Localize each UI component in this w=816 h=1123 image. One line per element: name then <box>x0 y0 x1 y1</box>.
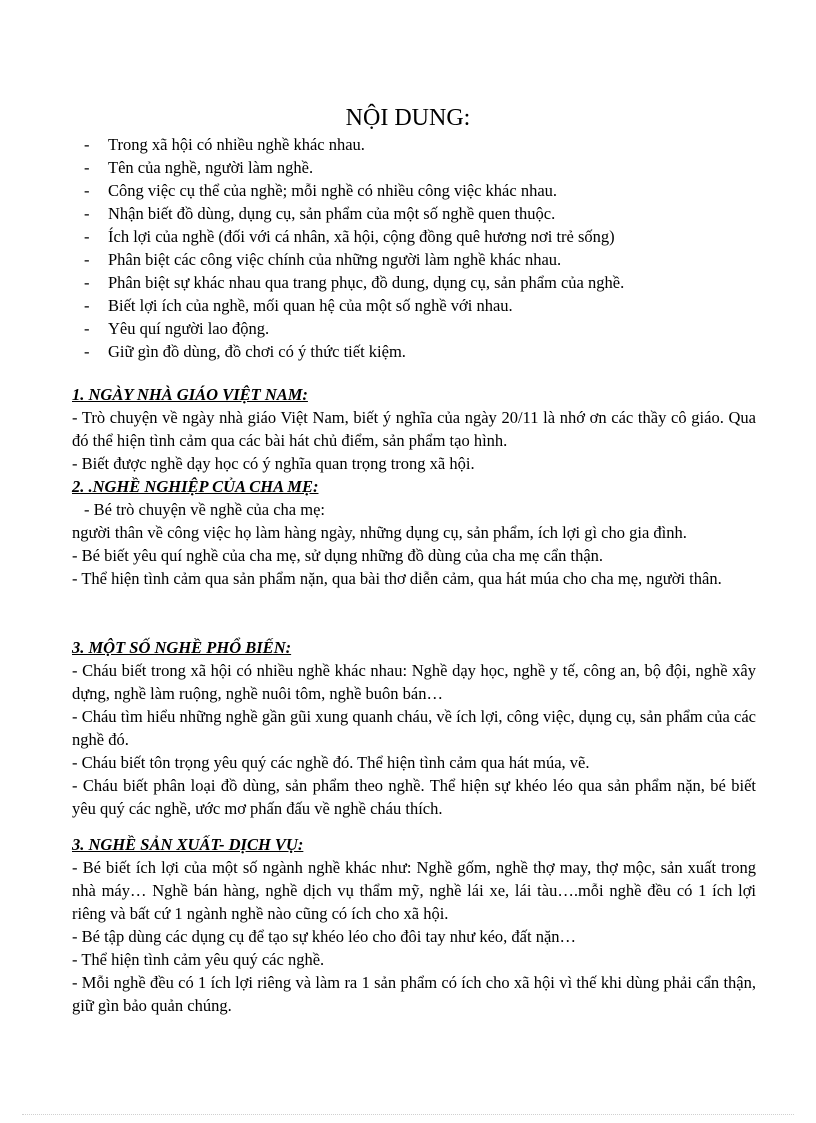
section-paragraph: - Bé biết ích lợi của một số ngành nghề khác như: Nghề gốm, nghề thợ may, thợ mộc, sản xuất trong nhà máy… Nghề bán hàng, nghề dịch vụ thẩm mỹ, nghề lái xe, lái tàu….mỗi nghề đều có 1 ích lợi riêng và bất cứ 1 ngành nghề nào cũng có ích cho xã hội. <box>72 858 756 923</box>
section-paragraph: - Cháu biết phân loại đồ dùng, sản phẩm theo nghề. Thể hiện sự khéo léo qua sản phẩm nặn, bé biết yêu quý các nghề, ước mơ phấn đấu về nghề cháu thích. <box>72 776 756 818</box>
section-paragraph: người thân về công việc họ làm hàng ngày, những dụng cụ, sản phẩm, ích lợi gì cho gia đình. <box>72 523 687 542</box>
bullet-item: - Giữ gìn đồ dùng, đồ chơi có ý thức tiết kiệm. <box>84 340 624 363</box>
section-paragraph: - Biết được nghề dạy học có ý nghĩa quan trọng trong xã hội. <box>72 454 475 473</box>
bullet-item: - Ích lợi của nghề (đối với cá nhân, xã hội, cộng đồng quê hương nơi trẻ sống) <box>84 225 624 248</box>
page-footer-divider <box>22 1114 794 1115</box>
section-paragraph: - Thể hiện tình cảm yêu quý các nghề. <box>72 950 325 969</box>
bullet-item: - Công việc cụ thể của nghề; mỗi nghề có nhiều công việc khác nhau. <box>84 179 624 202</box>
section-paragraph: - Thể hiện tình cảm qua sản phẩm nặn, qua bài thơ diễn cảm, qua hát múa cho cha mẹ, người thân. <box>72 569 722 588</box>
bullet-item: - Tên của nghề, người làm nghề. <box>84 156 624 179</box>
section-teachers-day <box>72 383 756 475</box>
bullet-item: - Nhận biết đồ dùng, dụng cụ, sản phẩm của một số nghề quen thuộc. <box>84 202 624 225</box>
section-paragraph: - Bé biết yêu quí nghề của cha mẹ, sử dụng những đồ dùng của cha mẹ cẩn thận. <box>72 546 604 565</box>
section-paragraph: - Bé trò chuyện về nghề của cha mẹ: <box>84 500 325 519</box>
section-paragraph: - Cháu biết tôn trọng yêu quý các nghề đó. Thể hiện tình cảm qua hát múa, vẽ. <box>72 753 590 772</box>
section-heading: 1. NGÀY NHÀ GIÁO VIỆT NAM: <box>72 385 308 404</box>
section-heading: 3. MỘT SỐ NGHỀ PHỔ BIẾN: <box>72 638 292 657</box>
bullet-item: - Trong xã hội có nhiều nghề khác nhau. <box>84 133 624 156</box>
section-heading: 3. NGHỀ SẢN XUẤT- DỊCH VỤ: <box>72 835 304 854</box>
section-paragraph: - Cháu tìm hiểu những nghề gần gũi xung quanh cháu, về ích lợi, công việc, dụng cụ, sản phẩm của các nghề đó. <box>72 707 756 749</box>
section-paragraph: - Bé tập dùng các dụng cụ để tạo sự khéo léo cho đôi tay như kéo, đất nặn… <box>72 927 577 946</box>
section-parents-jobs <box>72 475 756 590</box>
content-bullet-list <box>84 133 624 363</box>
bullet-item: - Yêu quí người lao động. <box>84 317 624 340</box>
section-paragraph: - Cháu biết trong xã hội có nhiều nghề khác nhau: Nghề dạy học, nghề y tế, công an, bộ đội, nghề xây dựng, nghề làm ruộng, nghề nuôi tôm, nghề buôn bán… <box>72 661 756 703</box>
bullet-item: - Phân biệt sự khác nhau qua trang phục, đồ dung, dụng cụ, sản phẩm của nghề. <box>84 271 624 294</box>
section-heading: 2. .NGHỀ NGHIỆP CỦA CHA MẸ: <box>72 477 319 496</box>
page-title: NỘI DUNG: <box>345 105 471 131</box>
section-common-jobs <box>72 636 756 820</box>
section-production-services <box>72 833 756 1017</box>
bullet-item: - Phân biệt các công việc chính của những người làm nghề khác nhau. <box>84 248 624 271</box>
section-paragraph: - Trò chuyện về ngày nhà giáo Việt Nam, biết ý nghĩa của ngày 20/11 là nhớ ơn các thầy cô giáo. Qua đó thể hiện tình cảm qua các bài hát chủ điểm, sản phẩm tạo hình. <box>72 408 756 450</box>
bullet-item: - Biết lợi ích của nghề, mối quan hệ của một số nghề với nhau. <box>84 294 624 317</box>
section-paragraph: - Mỗi nghề đều có 1 ích lợi riêng và làm ra 1 sản phẩm có ích cho xã hội vì thế khi dùng phải cẩn thận, giữ gìn bảo quản chúng. <box>72 973 756 1015</box>
